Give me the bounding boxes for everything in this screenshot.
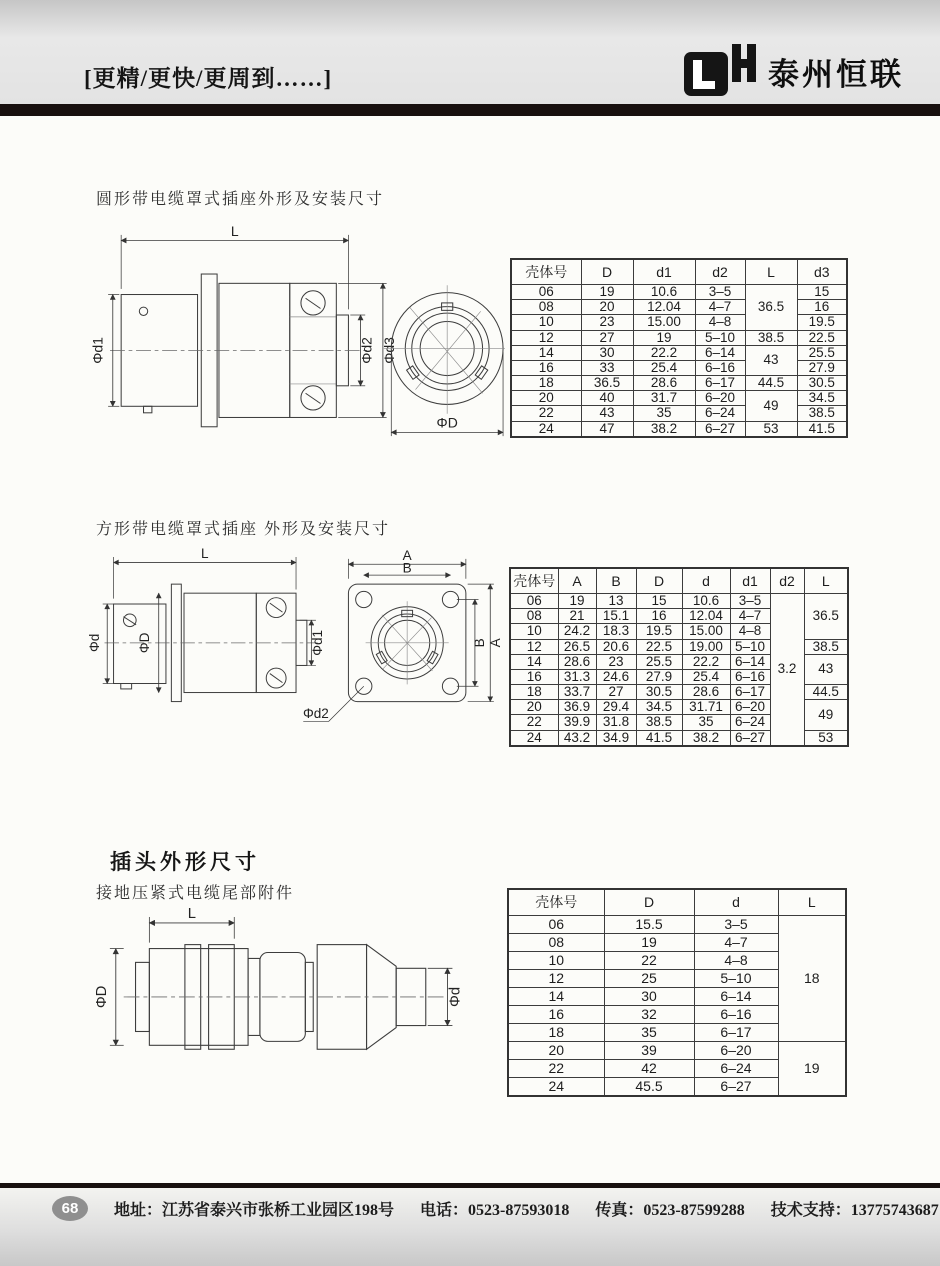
table-cell: 38.5 (804, 639, 848, 654)
footer-address-value: 江苏省泰兴市张桥工业园区198号 (162, 1202, 395, 1219)
table-cell: 25.5 (797, 345, 847, 360)
table-cell: 18 (778, 916, 846, 1042)
table-cell: 16 (511, 360, 581, 375)
table-cell: 14 (508, 988, 604, 1006)
table-cell: 3–5 (695, 285, 745, 300)
table-cell: 30 (604, 988, 694, 1006)
table-cell: 12.04 (633, 300, 695, 315)
table-cell: 4–7 (730, 609, 770, 624)
table-cell: 43 (804, 654, 848, 684)
column-header: L (778, 889, 846, 916)
table-cell: 18.3 (596, 624, 636, 639)
table-cell: 20.6 (596, 639, 636, 654)
section2-title: 方形带电缆罩式插座 外形及安装尺寸 (96, 521, 391, 538)
table-cell: 5–10 (730, 639, 770, 654)
table-cell: 19.5 (636, 624, 682, 639)
table-cell: 38.2 (682, 730, 730, 746)
table-cell: 31.3 (558, 669, 596, 684)
table-row (511, 345, 847, 360)
table-cell: 15.00 (633, 315, 695, 330)
table-cell: 35 (604, 1024, 694, 1042)
column-header: D (604, 889, 694, 916)
table-cell: 34.9 (596, 730, 636, 746)
table-cell: 40 (581, 391, 633, 406)
table-row (511, 391, 847, 406)
dim-label-B: B (402, 560, 412, 576)
column-header: d1 (633, 259, 695, 285)
table-cell: 31.71 (682, 700, 730, 715)
table-row (511, 406, 847, 421)
table-cell: 44.5 (804, 685, 848, 700)
section3-title: 插头外形尺寸 (110, 851, 260, 874)
footer-address (114, 1197, 394, 1220)
table-cell: 20 (581, 300, 633, 315)
section1-title: 圆形带电缆罩式插座外形及安装尺寸 (96, 191, 385, 208)
table-cell: 15 (797, 285, 847, 300)
table-cell: 6–24 (730, 715, 770, 730)
table-cell: 22.5 (797, 330, 847, 345)
table-cell: 6–20 (694, 1042, 778, 1060)
table-cell: 3–5 (730, 594, 770, 609)
table-cell: 4–7 (694, 934, 778, 952)
table-cell: 6–14 (694, 988, 778, 1006)
table-cell: 22.2 (682, 654, 730, 669)
table-cell: 41.5 (636, 730, 682, 746)
table-cell: 3.2 (770, 594, 804, 746)
table-row (511, 421, 847, 437)
table-cell: 43.2 (558, 730, 596, 746)
round-socket-dimension-table (510, 258, 848, 438)
table-cell: 27.9 (797, 360, 847, 375)
side-view-round-socket (90, 223, 398, 427)
table-cell: 33.7 (558, 685, 596, 700)
table-cell: 4–8 (730, 624, 770, 639)
table-cell: 26.5 (558, 639, 596, 654)
table-cell: 10.6 (682, 594, 730, 609)
table-cell: 21 (558, 609, 596, 624)
drawing-square-socket (87, 545, 507, 735)
table-cell: 18 (511, 376, 581, 391)
column-header: D (636, 568, 682, 594)
column-header: d2 (770, 568, 804, 594)
table-cell: 36.9 (558, 700, 596, 715)
table-cell: 25 (604, 970, 694, 988)
logo-company-name: 泰州恒联 (768, 56, 904, 92)
table-cell: 36.5 (745, 285, 797, 331)
table-cell: 6–24 (695, 406, 745, 421)
table-cell: 24.2 (558, 624, 596, 639)
table-cell: 36.5 (804, 594, 848, 640)
table-cell: 22 (604, 952, 694, 970)
table-cell: 27.9 (636, 669, 682, 684)
table-cell: 23 (596, 654, 636, 669)
column-header: 壳体号 (508, 889, 604, 916)
dim-label-phi-d2: Φd2 (358, 337, 375, 364)
table-cell: 3–5 (694, 916, 778, 934)
front-view-round-socket (384, 285, 505, 436)
table-header-row (508, 889, 846, 916)
table-cell: 18 (508, 1024, 604, 1042)
table-cell: 34.5 (636, 700, 682, 715)
table-cell: 6–16 (695, 360, 745, 375)
table-cell: 20 (511, 391, 581, 406)
table-cell: 38.5 (636, 715, 682, 730)
table-row (511, 315, 847, 330)
column-header: d2 (695, 259, 745, 285)
table-cell: 53 (745, 421, 797, 437)
footer-fax-value: 0523-87599288 (643, 1202, 745, 1219)
table-cell: 22 (510, 715, 558, 730)
table-cell: 6–17 (695, 376, 745, 391)
table-cell: 19 (633, 330, 695, 345)
dim-label-phi-D: ΦD (93, 985, 110, 1009)
column-header: L (804, 568, 848, 594)
table-cell: 39 (604, 1042, 694, 1060)
table-cell: 4–8 (694, 952, 778, 970)
table-cell: 23 (581, 315, 633, 330)
table-cell: 6–24 (694, 1060, 778, 1078)
footer-address-label: 地址： (114, 1202, 163, 1219)
table-cell: 16 (797, 300, 847, 315)
table-cell: 20 (508, 1042, 604, 1060)
dim-label-phi-d: Φd (87, 633, 103, 653)
table-cell: 10.6 (633, 285, 695, 300)
table-cell: 08 (511, 300, 581, 315)
table-cell: 24 (510, 730, 558, 746)
table-cell: 27 (596, 685, 636, 700)
dim-label-phi-d2: Φd2 (302, 705, 329, 721)
table-cell: 19 (604, 934, 694, 952)
table-cell: 15.5 (604, 916, 694, 934)
table-cell: 12 (510, 639, 558, 654)
table-cell: 28.6 (633, 376, 695, 391)
table-cell: 6–20 (730, 700, 770, 715)
table-cell: 43 (745, 345, 797, 375)
table-cell: 15 (636, 594, 682, 609)
table-header-row (511, 259, 847, 285)
footer-phone-value: 0523-87593018 (468, 1202, 570, 1219)
footer-fax (595, 1197, 744, 1220)
footer-support-value: 13775743687 (850, 1202, 939, 1219)
table-cell: 10 (508, 952, 604, 970)
table-cell: 25.4 (682, 669, 730, 684)
table-cell: 30.5 (797, 376, 847, 391)
table-cell: 47 (581, 421, 633, 437)
table-cell: 6–20 (695, 391, 745, 406)
table-cell: 29.4 (596, 700, 636, 715)
table-cell: 43 (581, 406, 633, 421)
column-header: d (694, 889, 778, 916)
table-row (508, 1042, 846, 1060)
dim-label-L: L (230, 222, 239, 239)
table-cell: 24 (511, 421, 581, 437)
side-view-plug (94, 906, 463, 1049)
table-cell: 42 (604, 1060, 694, 1078)
table-cell: 25.4 (633, 360, 695, 375)
drawing-plug (93, 903, 485, 1081)
front-view-square-socket (303, 548, 503, 722)
table-cell: 20 (510, 700, 558, 715)
footer-fax-label: 传真： (595, 1202, 644, 1219)
table-cell: 28.6 (558, 654, 596, 669)
table-row (511, 360, 847, 375)
table-cell: 15.00 (682, 624, 730, 639)
table-cell: 22.5 (636, 639, 682, 654)
column-header: D (581, 259, 633, 285)
table-cell: 22 (508, 1060, 604, 1078)
table-row (510, 594, 848, 609)
lh-logo-icon (684, 44, 758, 98)
column-header: A (558, 568, 596, 594)
table-cell: 38.5 (745, 330, 797, 345)
table-cell: 10 (510, 624, 558, 639)
footer-support-label: 技术支持： (770, 1202, 851, 1219)
table-cell: 6–27 (694, 1078, 778, 1097)
table-cell: 27 (581, 330, 633, 345)
dim-label-phi-D: ΦD (136, 632, 152, 654)
table-cell: 16 (508, 1006, 604, 1024)
dim-label-phi-d1: Φd1 (310, 629, 326, 656)
table-cell: 30.5 (636, 685, 682, 700)
table-cell: 30 (581, 345, 633, 360)
table-cell: 6–14 (730, 654, 770, 669)
table-cell: 06 (511, 285, 581, 300)
table-cell: 35 (682, 715, 730, 730)
header-slogan: [更精/更快/更周到……] (84, 66, 333, 91)
table-cell: 39.9 (558, 715, 596, 730)
side-view-square-socket (87, 546, 325, 702)
page-footer (0, 1188, 940, 1266)
table-cell: 6–16 (730, 669, 770, 684)
footer-phone (420, 1197, 569, 1220)
column-header: d (682, 568, 730, 594)
column-header: d3 (797, 259, 847, 285)
column-header: B (596, 568, 636, 594)
table-cell: 44.5 (745, 376, 797, 391)
column-header: d1 (730, 568, 770, 594)
table-row (511, 330, 847, 345)
plug-dimension-table (507, 888, 847, 1097)
dim-label-phi-D: ΦD (436, 414, 458, 431)
dim-label-L: L (187, 905, 196, 922)
header-divider-bar (0, 104, 940, 116)
table-cell: 6–17 (694, 1024, 778, 1042)
table-cell: 24 (508, 1078, 604, 1097)
drawing-round-socket (89, 220, 505, 451)
column-header: 壳体号 (511, 259, 581, 285)
table-cell: 6–14 (695, 345, 745, 360)
dim-label-A-right: A (488, 638, 504, 648)
dim-label-phi-d3: Φd3 (381, 337, 398, 364)
table-cell: 32 (604, 1006, 694, 1024)
table-cell: 36.5 (581, 376, 633, 391)
table-cell: 45.5 (604, 1078, 694, 1097)
table-cell: 38.5 (797, 406, 847, 421)
table-cell: 16 (510, 669, 558, 684)
table-cell: 5–10 (694, 970, 778, 988)
page-header (0, 0, 940, 104)
dim-label-A: A (402, 547, 412, 563)
table-cell: 19 (778, 1042, 846, 1097)
table-row (511, 300, 847, 315)
company-logo (684, 44, 904, 98)
table-cell: 19 (581, 285, 633, 300)
table-cell: 22.2 (633, 345, 695, 360)
table-cell: 49 (804, 700, 848, 730)
dim-label-phi-d: Φd (447, 986, 464, 1007)
table-cell: 41.5 (797, 421, 847, 437)
table-cell: 24.6 (596, 669, 636, 684)
dim-label-phi-d1: Φd1 (89, 337, 106, 364)
table-row (508, 916, 846, 934)
table-cell: 6–17 (730, 685, 770, 700)
table-header-row (510, 568, 848, 594)
table-cell: 15.1 (596, 609, 636, 624)
table-cell: 4–8 (695, 315, 745, 330)
table-cell: 31.8 (596, 715, 636, 730)
table-cell: 22 (511, 406, 581, 421)
table-cell: 14 (510, 654, 558, 669)
table-cell: 33 (581, 360, 633, 375)
table-cell: 4–7 (695, 300, 745, 315)
table-cell: 08 (508, 934, 604, 952)
column-header: 壳体号 (510, 568, 558, 594)
table-cell: 06 (508, 916, 604, 934)
table-cell: 19 (558, 594, 596, 609)
page-number-badge: 68 (52, 1196, 88, 1221)
table-row (511, 376, 847, 391)
table-row (511, 285, 847, 300)
table-cell: 49 (745, 391, 797, 421)
footer-contact-row (52, 1196, 939, 1221)
table-cell: 13 (596, 594, 636, 609)
table-cell: 35 (633, 406, 695, 421)
dim-label-B-right: B (471, 638, 487, 648)
table-cell: 18 (510, 685, 558, 700)
table-cell: 31.7 (633, 391, 695, 406)
section3-subtitle: 接地压紧式电缆尾部附件 (96, 885, 295, 902)
table-cell: 14 (511, 345, 581, 360)
table-cell: 28.6 (682, 685, 730, 700)
table-cell: 10 (511, 315, 581, 330)
column-header: L (745, 259, 797, 285)
table-cell: 06 (510, 594, 558, 609)
table-cell: 19.5 (797, 315, 847, 330)
table-cell: 12 (508, 970, 604, 988)
footer-phone-label: 电话： (420, 1202, 469, 1219)
table-cell: 08 (510, 609, 558, 624)
table-cell: 38.2 (633, 421, 695, 437)
table-cell: 5–10 (695, 330, 745, 345)
table-cell: 6–27 (695, 421, 745, 437)
dim-label-L: L (201, 545, 209, 561)
table-cell: 6–16 (694, 1006, 778, 1024)
table-cell: 19.00 (682, 639, 730, 654)
table-cell: 34.5 (797, 391, 847, 406)
table-cell: 25.5 (636, 654, 682, 669)
table-cell: 6–27 (730, 730, 770, 746)
table-cell: 53 (804, 730, 848, 746)
footer-support (771, 1197, 939, 1220)
table-cell: 12.04 (682, 609, 730, 624)
table-cell: 12 (511, 330, 581, 345)
table-cell: 16 (636, 609, 682, 624)
square-socket-dimension-table (509, 567, 849, 747)
